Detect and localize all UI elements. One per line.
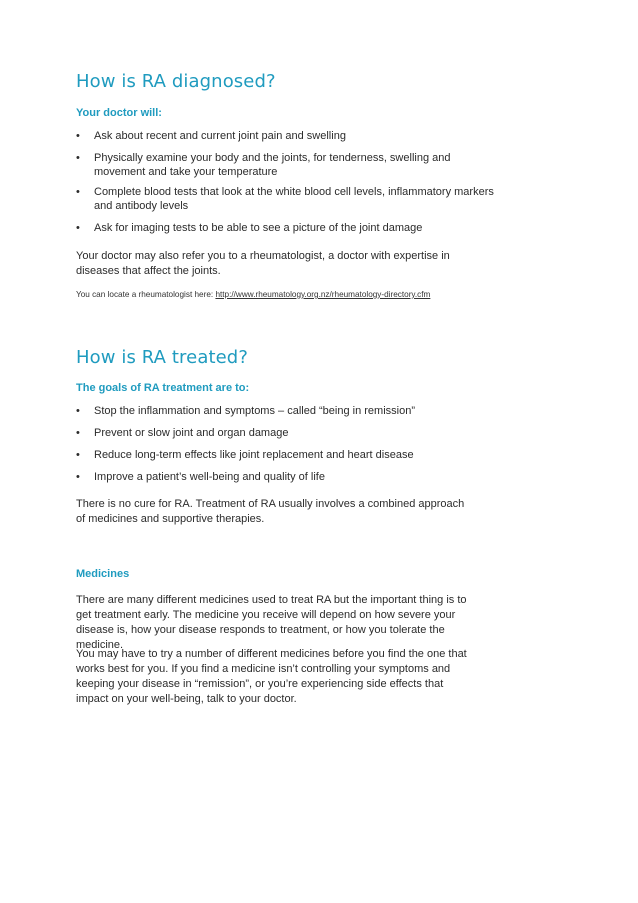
bullet-icon: • [76, 427, 80, 439]
rheumatology-directory-link[interactable]: http://www.rheumatology.org.nz/rheumatology-directory.cfm [215, 290, 431, 299]
bullet-icon: • [76, 471, 80, 483]
subheading-medicines: Medicines [76, 568, 130, 580]
list-item: • Prevent or slow joint and organ damage [76, 427, 289, 439]
medicines-paragraph-2: You may have to try a number of different medicines before you find the one that works best for you. If you find a medicine isn’t controlling your symptoms and keeping your disease in “remission”, or you’re experiencing side effects that impact on your well-being, talk to your doctor. [76, 648, 467, 705]
no-cure-paragraph: There is no cure for RA. Treatment of RA usually involves a combined approach of medicines and supportive therapies. [76, 498, 465, 525]
bullet-icon: • [76, 186, 80, 198]
list-item: • Physically examine your body and the joints, for tenderness, swelling and movement and take your temperature [76, 152, 451, 178]
bullet-icon: • [76, 152, 80, 164]
treatment-bullet-list [76, 426, 496, 440]
diagnosis-bullet-list [76, 185, 496, 213]
list-item: • Ask for imaging tests to be able to see a picture of the joint damage [76, 222, 423, 234]
referral-paragraph: Your doctor may also refer you to a rheumatologist, a doctor with expertise in diseases that affect the joints. [76, 250, 450, 277]
heading-how-is-ra-diagnosed: How is RA diagnosed? [76, 71, 276, 92]
heading-how-is-ra-treated: How is RA treated? [76, 347, 248, 368]
list-item: • Improve a patient’s well-being and quality of life [76, 471, 325, 483]
list-item: • Ask about recent and current joint pain and swelling [76, 130, 346, 142]
diagnosis-bullet-list [76, 221, 496, 235]
list-item: • Complete blood tests that look at the white blood cell levels, inflammatory markers and antibody levels [76, 186, 494, 212]
treatment-bullet-list [76, 448, 496, 462]
bullet-icon: • [76, 405, 80, 417]
subheading-your-doctor-will: Your doctor will: [76, 107, 162, 119]
medicines-paragraph-1: There are many different medicines used to treat RA but the important thing is to get treatment early. The medicine you receive will depend on how severe your disease is, how your disease responds to treatment, or how you tolerate the medicine. [76, 594, 467, 651]
treatment-bullet-list [76, 404, 496, 418]
list-item: • Stop the inflammation and symptoms – called “being in remission” [76, 405, 415, 417]
subheading-goals-of-treatment: The goals of RA treatment are to: [76, 382, 250, 394]
bullet-icon: • [76, 222, 80, 234]
list-item: • Reduce long-term effects like joint replacement and heart disease [76, 449, 414, 461]
treatment-bullet-list [76, 470, 496, 484]
locate-rheumatologist-text: You can locate a rheumatologist here: http://www.rheumatology.org.nz/rheumatology-directory.cfm [76, 290, 431, 299]
diagnosis-bullet-list [76, 129, 496, 143]
bullet-icon: • [76, 130, 80, 142]
diagnosis-bullet-list [76, 151, 496, 179]
bullet-icon: • [76, 449, 80, 461]
